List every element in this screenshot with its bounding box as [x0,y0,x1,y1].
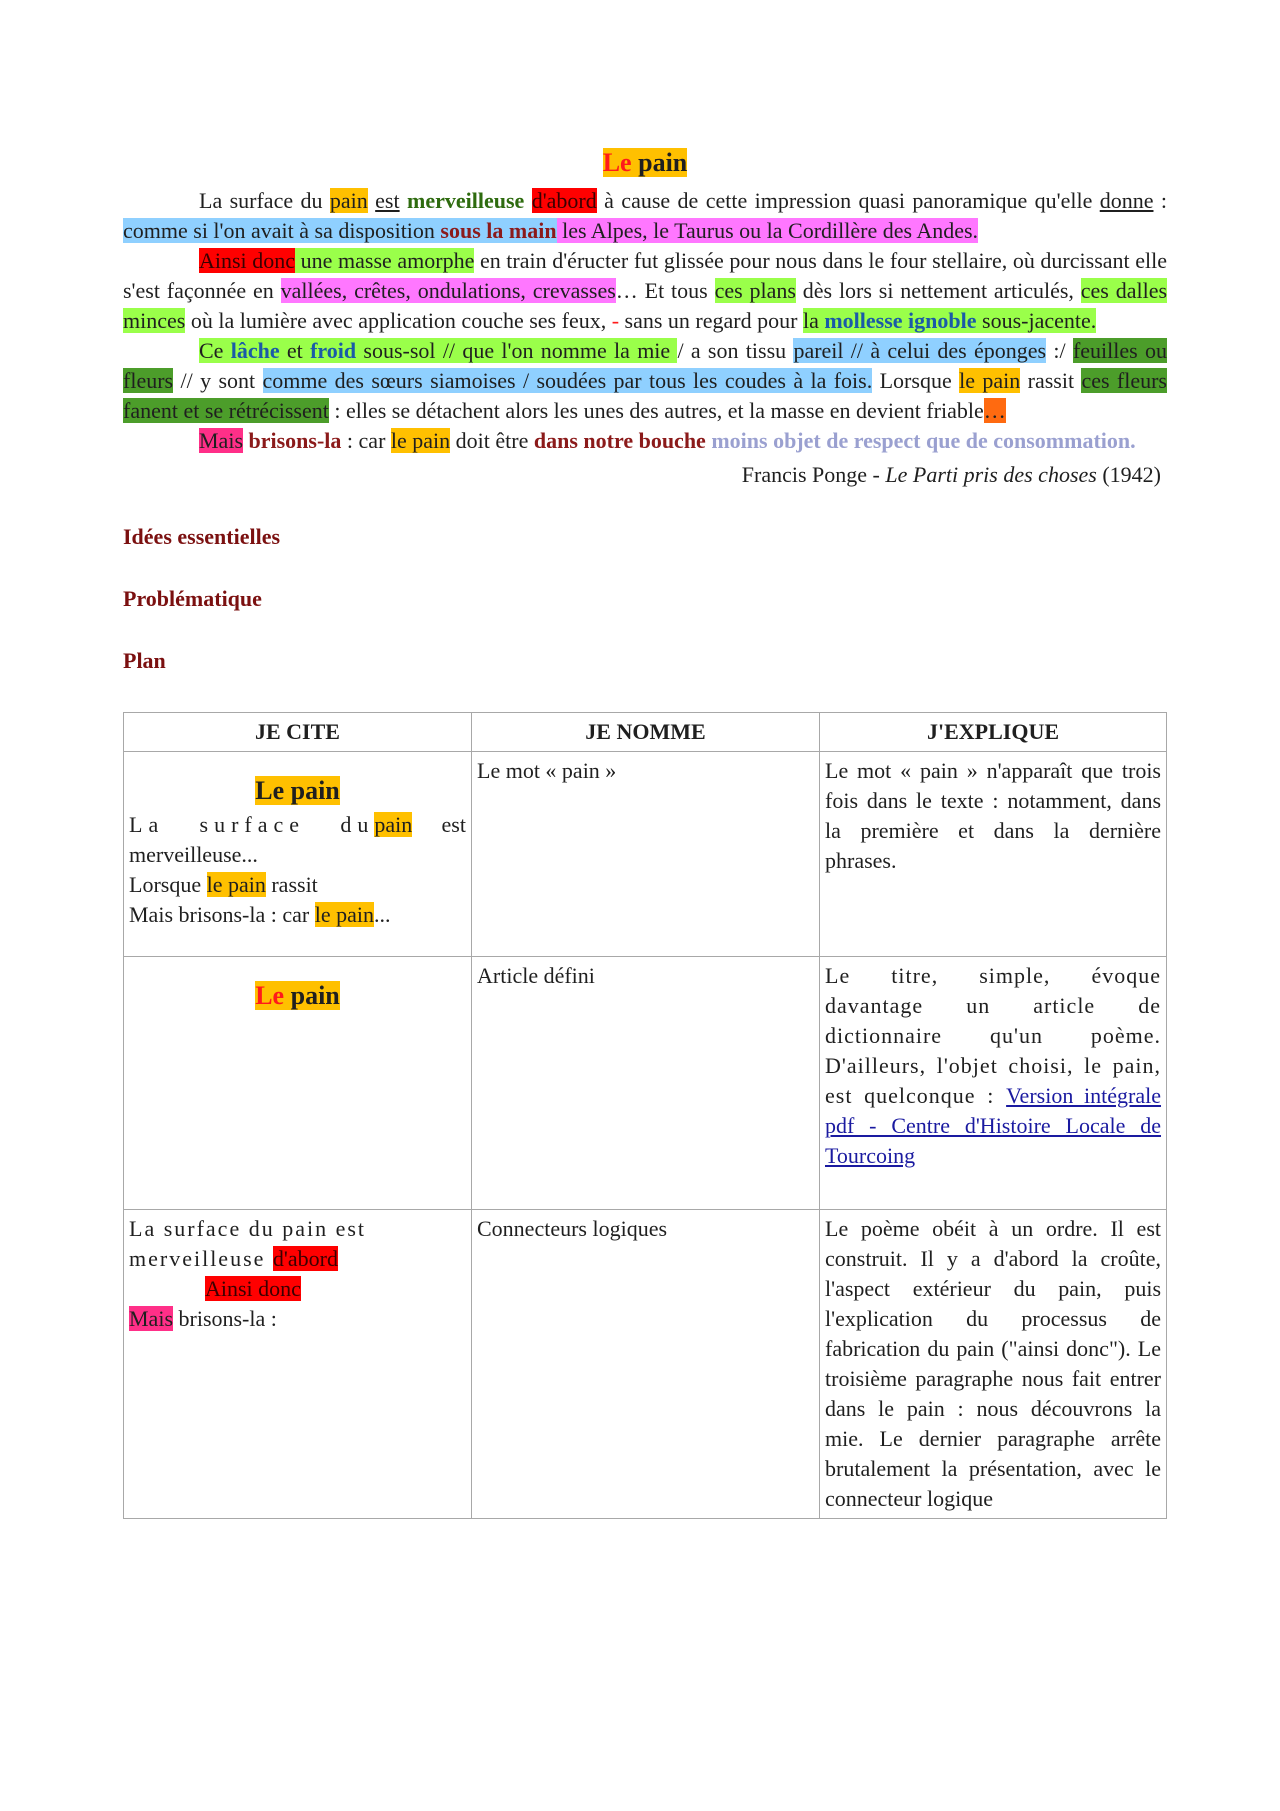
header-explique: J'EXPLIQUE [820,713,1167,752]
hl-ainsi-donc: Ainsi donc [199,248,296,273]
cell-explique [820,957,1167,1210]
text: Mais brisons-la : car [129,902,315,927]
word-lache: lâche [230,338,280,363]
cell-nomme: Connecteurs logiques [472,1210,820,1519]
table-header-row [124,713,1167,752]
text: rassit [1020,368,1082,393]
cell-cite [124,957,472,1210]
dash: - [611,308,620,333]
hl-le-pain: le pain [959,368,1021,393]
hl-comme [123,218,557,243]
text: rassit [265,872,318,897]
text: Francis Ponge - [741,462,886,487]
text: est merveilleuse... [129,812,466,867]
text: et [279,338,311,363]
hl-fleurs: ces fleurs fanent et se rétrécissent [123,368,1167,423]
text: comme si l'on avait à sa disposition [123,218,441,243]
word-bouche: dans notre bouche [533,428,706,453]
text: dès lors si nettement articulés, [795,278,1081,303]
analysis-table [123,712,1167,1519]
header-nomme: JE NOMME [472,713,820,752]
text: La surface du [129,812,375,837]
table-row [124,1210,1167,1519]
cell-explique: Le mot « pain » n'apparaît que trois fois dans le texte : notamment, dans la première et dans la dernière phrases. [820,752,1167,957]
text: le pain [206,872,266,897]
word-froid: froid [310,338,357,363]
text: Le [255,981,285,1010]
text: d'abord [272,1246,338,1271]
word-brisons: brisons-la [248,428,342,453]
text: Ce [199,338,231,363]
hl-pain: pain [329,188,368,213]
word-est: est [375,188,400,213]
word-merveilleuse: merveilleuse [407,188,525,213]
hl-mais: Mais [199,428,243,453]
cell-explique: Le poème obéit à un ordre. Il est construit. Il y a d'abord la croûte, l'aspect extérieur du pain, puis l'explication du processus de fabrication du pain ("ainsi donc"). Le troisième paragraphe nous fait entrer dans le pain : nous découvrons la mie. Le dernier paragraphe arrête brutalement la présentation, avec le connecteur logique [820,1210,1167,1519]
cell-nomme: Le mot « pain » [472,752,820,957]
hl-feuilles: feuilles ou fleurs [123,338,1167,393]
text: : elles se détachent alors les unes des autres, et la masse en devient friable [328,398,984,423]
pdf-link[interactable]: Version intégrale pdf - Centre d'Histoire Locale de Tourcoing [825,1083,1161,1168]
hl-pareil: pareil // à celui des éponges [793,338,1047,363]
word-donne: donne [1099,188,1154,213]
text: doit être [450,428,534,453]
word-mollesse: mollesse ignoble [824,308,977,333]
text: pain [374,812,413,837]
table-row [124,957,1167,1210]
text: la [802,308,825,333]
cell-title [129,981,466,1011]
poem-paragraph-2 [123,246,1167,336]
text: où la lumière avec application couche ses feux, [185,308,612,333]
section-plan: Plan [123,648,166,673]
book-title: Le Parti pris des choses [885,462,1097,487]
text [129,1304,466,1334]
poem-paragraph-3 [123,336,1167,426]
cell-cite [124,752,472,957]
cell-cite [124,1210,472,1519]
word-sous-la-main: sous la main [440,218,557,243]
text: le pain [314,902,374,927]
title-highlight [603,148,688,177]
text: … Et tous [615,278,715,303]
text: // y sont [173,368,263,393]
table-row [124,752,1167,957]
text: sous-sol // que l'on nomme la mie [356,338,678,363]
text: Lorsque [872,368,960,393]
poem-title [123,148,1167,178]
cell-title [129,776,466,806]
text [129,1274,466,1304]
hl-dalles: ces dalles minces [123,278,1168,333]
text: : [1153,188,1167,213]
cell-nomme: Article défini [472,957,820,1210]
section-ideas: Idées essentielles [123,524,281,549]
text [129,900,466,930]
text: ... [374,902,391,927]
text [129,810,466,870]
word-respect: moins objet de respect que de consommation. [711,428,1136,453]
title-noun: pain [638,148,688,177]
text: / a son tissu [677,338,794,363]
section-problem: Problématique [123,586,262,611]
text: Le titre, simple, évoque davantage un article de dictionnaire qu'un poème. D'ailleurs, l'objet choisi, le pain, est quelconque : [825,963,1161,1108]
hl-le-pain-2: le pain [390,428,451,453]
hl-mollesse [803,308,1096,333]
title-article: Le [602,148,632,177]
text: sous-jacente. [976,308,1097,333]
text: La surface du [199,188,330,213]
poem-paragraph-4 [123,426,1167,456]
document-page [123,140,1167,1519]
hl-dabord: d'abord [531,188,597,213]
text: Ainsi donc [205,1276,301,1301]
poem-paragraph-1 [123,186,1167,246]
hl-masse: une masse amorphe [295,248,475,273]
text: sans un regard pour [619,308,803,333]
hl-vallees: vallées, crêtes, ondulations, crevasses [280,278,616,303]
poem-text [123,186,1167,456]
text [129,1214,466,1274]
hl-ce-lache [199,338,677,363]
header-cite: JE CITE [124,713,472,752]
text: Mais [129,1306,173,1331]
text [255,981,340,1010]
text: à cause de cette impression quasi panoramique qu'elle [596,188,1100,213]
text: pain [290,981,340,1010]
text: en train d'éructer fut glissée pour nous dans le four stellaire, où durcissant elle s'est façonnée en [123,248,1167,303]
hl-alpes: les Alpes, le Taurus ou la Cordillère des Andes. [556,218,979,243]
text: Lorsque [129,872,207,897]
text [129,870,466,900]
hl-plans: ces plans [714,278,796,303]
author-line [123,460,1167,490]
text: : car [341,428,391,453]
text: Le pain [255,776,340,805]
text: :/ [1046,338,1073,363]
hl-ellipsis: … [983,398,1006,423]
text: (1942) [1096,462,1161,487]
text: La surface du pain est merveilleuse [129,1216,367,1271]
text: brisons-la : [173,1306,277,1331]
hl-soeurs: comme des sœurs siamoises / soudées par tous les coudes à la fois. [262,368,873,393]
